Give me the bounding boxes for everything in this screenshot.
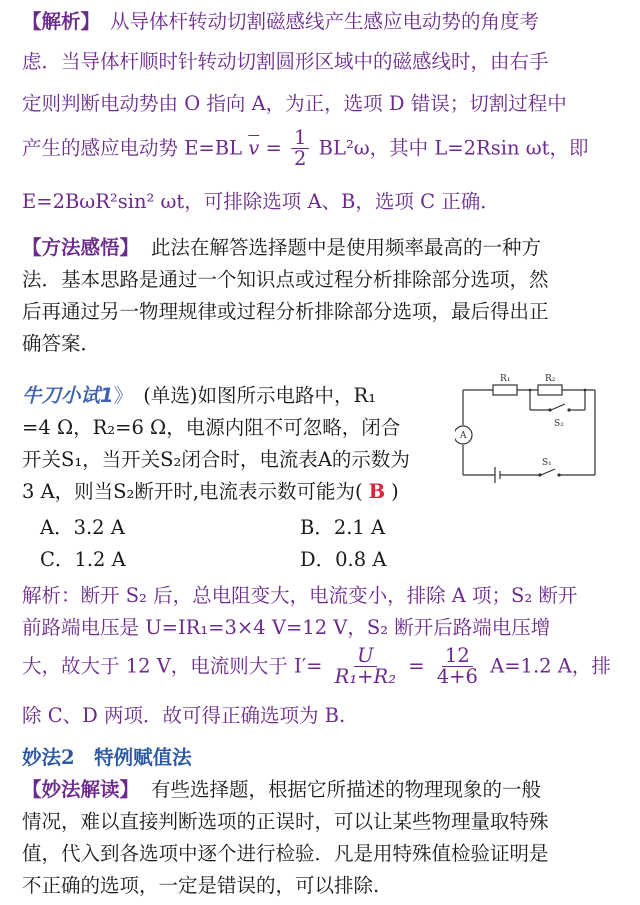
trial-answer: B (368, 480, 386, 503)
solution-line-1: 解析：断开 S₂ 后，总电阻变大，电流变小，排除 A 项；S₂ 断开 (22, 584, 578, 607)
method2-line-4: 不正确的选项，一定是错误的，可以排除. (22, 874, 380, 897)
method2-line-2: 情况，难以直接判断选项的正误时，可以让某些物理量取特殊 (22, 810, 549, 833)
method-tag: 【方法感悟】 (22, 236, 140, 259)
label-r1: R₁ (500, 374, 511, 384)
analysis-line-5: E=2BωR²sin² ωt，可排除选项 A、B，选项 C 正确． (22, 190, 500, 213)
option-d: D．0.8 A (300, 548, 387, 571)
solution-text-3a: 大，故大于 12 V，电流则大于 I′= (22, 654, 323, 678)
fraction-u: U (354, 646, 376, 667)
method2-line-3: 值，代入到各选项中逐个进行检验．凡是用特殊值检验证明是 (22, 842, 549, 865)
trial-line-2: =4 Ω，R₂=6 Ω，电源内阻不可忽略，闭合 (22, 416, 401, 439)
analysis-line-1 (22, 6, 622, 34)
current-fraction (332, 646, 399, 688)
fraction-4-6: 4+6 (436, 665, 478, 689)
method-text-1: 此法在解答选择题中是使用频率最高的一种方 (151, 236, 542, 259)
switch-s2 (551, 404, 565, 410)
trial-text-4: 3 A，则当S₂断开时,电流表示数可能为( (22, 480, 363, 503)
fraction-denominator: 2 (294, 147, 307, 171)
solution-equals: = (408, 654, 425, 678)
trial-line-1 (22, 380, 452, 408)
analysis-line-3: 定则判断电动势由 O 指向 A，为正，选项 D 错误；切割过程中 (22, 92, 567, 115)
equals-sign: = (265, 136, 282, 160)
method2-tag: 【妙法解读】 (22, 778, 140, 801)
label-s1: S₁ (542, 458, 552, 468)
analysis-line-4 (22, 128, 622, 170)
trial-line-3: 开关S₁，当开关S₂闭合时，电流表A的示数为 (22, 448, 410, 471)
resistor-r2 (538, 385, 562, 395)
resistor-r1 (493, 385, 517, 395)
half-fraction (291, 128, 309, 170)
solution-line-2: 前路端电压是 U=IR₁=3×4 V=12 V，S₂ 断开后路端电压增 (22, 616, 551, 639)
method2-text-1: 有些选择题，根据它所描述的物理现象的一般 (151, 778, 542, 801)
label-ammeter: A (460, 431, 467, 441)
analysis-formula-prefix: 产生的感应电动势 E=BL (22, 136, 243, 160)
solution-line-3 (22, 646, 622, 688)
trial-line-4 (22, 476, 452, 504)
analysis-line-2: 虑．当导体杆顺时针转动切割圆形区域中的磁感线时，由右手 (22, 50, 549, 73)
label-s2: S₂ (554, 419, 564, 429)
method-line-1 (22, 232, 622, 260)
fraction-numerator: 1 (291, 128, 309, 149)
fraction-12: 12 (442, 646, 473, 667)
trial-badge: 牛刀小试1 (22, 384, 114, 407)
analysis-tag: 【解析】 (22, 10, 101, 33)
analysis-text-1: 从导体杆转动切割磁感线产生感应电动势的角度考 (110, 10, 540, 33)
option-a: A．3.2 A (40, 516, 125, 539)
solution-text-3b: A=1.2 A，排 (490, 654, 611, 678)
trial-text-1: (单选)如图所示电路中，R₁ (143, 384, 377, 407)
analysis-formula-suffix: BL²ω，其中 L=2Rsin ωt，即 (318, 136, 589, 160)
numeric-fraction (434, 646, 481, 688)
method2-title: 妙法2 特例赋值法 (22, 746, 192, 769)
method-line-4: 确答案． (22, 332, 101, 355)
circuit-diagram (455, 370, 605, 490)
velocity-symbol: $\overline{v}$ (248, 136, 260, 160)
option-b: B．2.1 A (300, 516, 386, 539)
option-c: C．1.2 A (40, 548, 126, 571)
method-line-2: 法．基本思路是通过一个知识点或过程分析排除部分选项，然 (22, 268, 549, 291)
method2-line-1 (22, 774, 622, 802)
fraction-r-sum: R₁+R₂ (334, 665, 397, 689)
badge-arrow-icon: 》 (113, 384, 134, 407)
switch-s1 (541, 469, 555, 475)
solution-line-4: 除 C、D 两项．故可得正确选项为 B. (22, 704, 346, 727)
label-r2: R₂ (545, 374, 556, 384)
method-line-3: 后再通过另一物理规律或过程分析排除部分选项，最后得出正 (22, 300, 549, 323)
trial-paren-close: ) (391, 480, 399, 503)
